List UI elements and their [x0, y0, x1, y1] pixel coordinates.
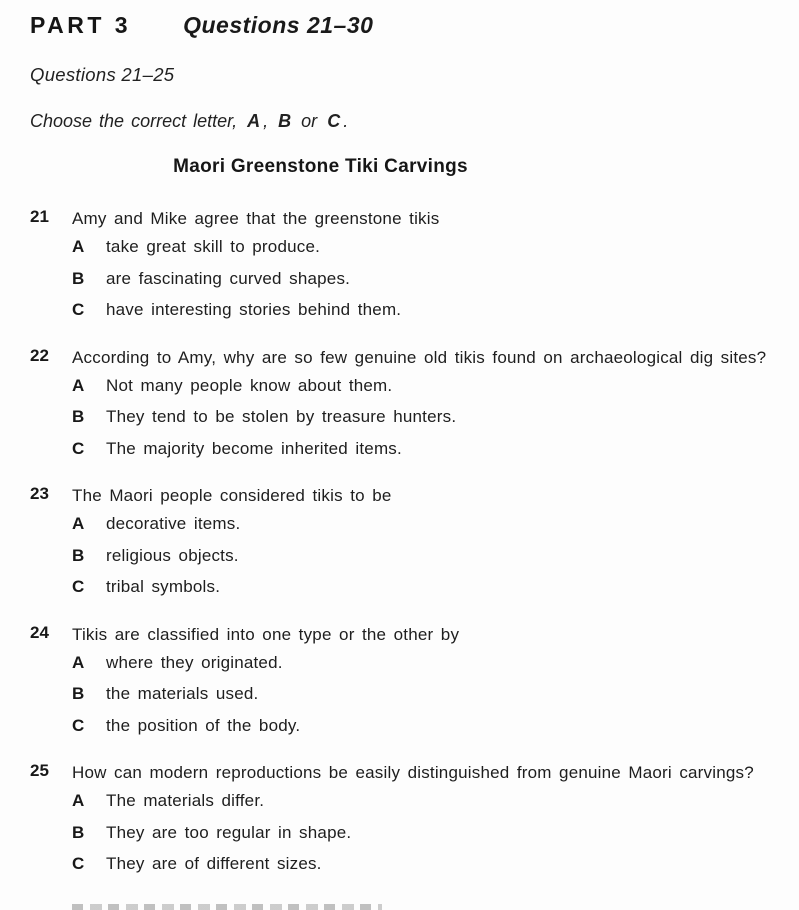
- question-23: [30, 477, 791, 609]
- option-text: take great skill to produce.: [106, 237, 321, 256]
- instruction-letter-a: A: [247, 111, 261, 131]
- instruction-comma: ,: [263, 111, 269, 131]
- option-letter: B: [72, 822, 85, 842]
- page-title: Maori Greenstone Tiki Carvings: [173, 156, 468, 177]
- option-letter: C: [72, 300, 85, 319]
- question-text: The Maori people considered tikis to be: [72, 486, 392, 505]
- option-a: [72, 653, 791, 685]
- questions-list: [30, 200, 791, 886]
- question-22: [30, 339, 791, 471]
- question-body: [72, 616, 791, 748]
- options-list: [72, 514, 791, 609]
- option-text: where they originated.: [106, 652, 283, 672]
- question-text: Tikis are classified into one type or the other by: [72, 624, 460, 644]
- instruction-period: .: [343, 111, 349, 131]
- option-letter: C: [72, 577, 85, 596]
- option-b: [72, 269, 791, 301]
- option-letter: C: [72, 438, 85, 458]
- option-text: The majority become inherited items.: [106, 438, 402, 458]
- option-c: [72, 300, 791, 332]
- question-text: According to Amy, why are so few genuine old tikis found on archaeological dig sites?: [72, 347, 767, 367]
- option-letter: C: [72, 715, 85, 735]
- option-b: [72, 546, 791, 578]
- option-letter: A: [72, 237, 85, 256]
- option-text: Not many people know about them.: [106, 375, 393, 395]
- option-text: the position of the body.: [106, 715, 301, 735]
- option-text: The materials differ.: [106, 791, 265, 810]
- option-a: [72, 514, 791, 546]
- option-b: [72, 407, 791, 439]
- question-body: [72, 339, 791, 471]
- question-number: 22: [30, 345, 49, 365]
- options-list: [72, 376, 791, 471]
- part-header: [30, 12, 791, 39]
- option-letter: A: [72, 514, 85, 533]
- question-text: Amy and Mike agree that the greenstone tikis: [72, 209, 440, 228]
- option-a: [72, 237, 791, 269]
- instruction-letter-c: C: [327, 111, 341, 131]
- question-number: 24: [30, 622, 49, 642]
- option-letter: A: [72, 791, 85, 810]
- options-list: [72, 653, 791, 748]
- option-letter: A: [72, 652, 85, 672]
- question-25: [30, 754, 791, 886]
- option-text: tribal symbols.: [106, 577, 221, 596]
- option-c: [72, 577, 791, 609]
- options-list: [72, 237, 791, 332]
- question-text: How can modern reproductions be easily distinguished from genuine Maori carvings?: [72, 763, 754, 782]
- question-body: [72, 754, 791, 886]
- question-number: 23: [30, 484, 49, 503]
- option-letter: A: [72, 375, 85, 395]
- option-a: [72, 791, 791, 823]
- instruction-prefix: Choose the correct letter,: [30, 111, 238, 131]
- part-label: PART 3: [30, 12, 132, 38]
- option-letter: C: [72, 854, 85, 873]
- option-text: They are too regular in shape.: [106, 822, 352, 842]
- question-21: [30, 200, 791, 332]
- question-number: 21: [30, 207, 49, 226]
- instruction-line: [30, 111, 791, 132]
- option-letter: B: [72, 268, 85, 288]
- scan-cutoff-artifact: [72, 904, 382, 910]
- option-letter: B: [72, 545, 85, 565]
- option-a: [72, 376, 791, 408]
- question-body: [72, 477, 791, 609]
- instruction-or: or: [301, 111, 318, 131]
- option-c: [72, 854, 791, 886]
- options-list: [72, 791, 791, 886]
- option-letter: B: [72, 407, 85, 426]
- option-c: [72, 716, 791, 748]
- option-text: the materials used.: [106, 684, 259, 703]
- option-text: have interesting stories behind them.: [106, 300, 402, 319]
- option-text: They are of different sizes.: [106, 854, 322, 873]
- subsection-range: Questions 21–25: [30, 64, 175, 85]
- instruction-letter-b: B: [278, 111, 292, 131]
- option-text: decorative items.: [106, 514, 241, 533]
- question-body: [72, 200, 791, 332]
- option-b: [72, 823, 791, 855]
- option-text: They tend to be stolen by treasure hunters.: [106, 407, 457, 426]
- question-number: 25: [30, 761, 49, 780]
- question-24: [30, 616, 791, 748]
- option-c: [72, 439, 791, 471]
- option-text: religious objects.: [106, 545, 239, 565]
- part-question-range: Questions 21–30: [183, 12, 374, 38]
- option-letter: B: [72, 684, 85, 703]
- option-text: are fascinating curved shapes.: [106, 268, 351, 288]
- option-b: [72, 684, 791, 716]
